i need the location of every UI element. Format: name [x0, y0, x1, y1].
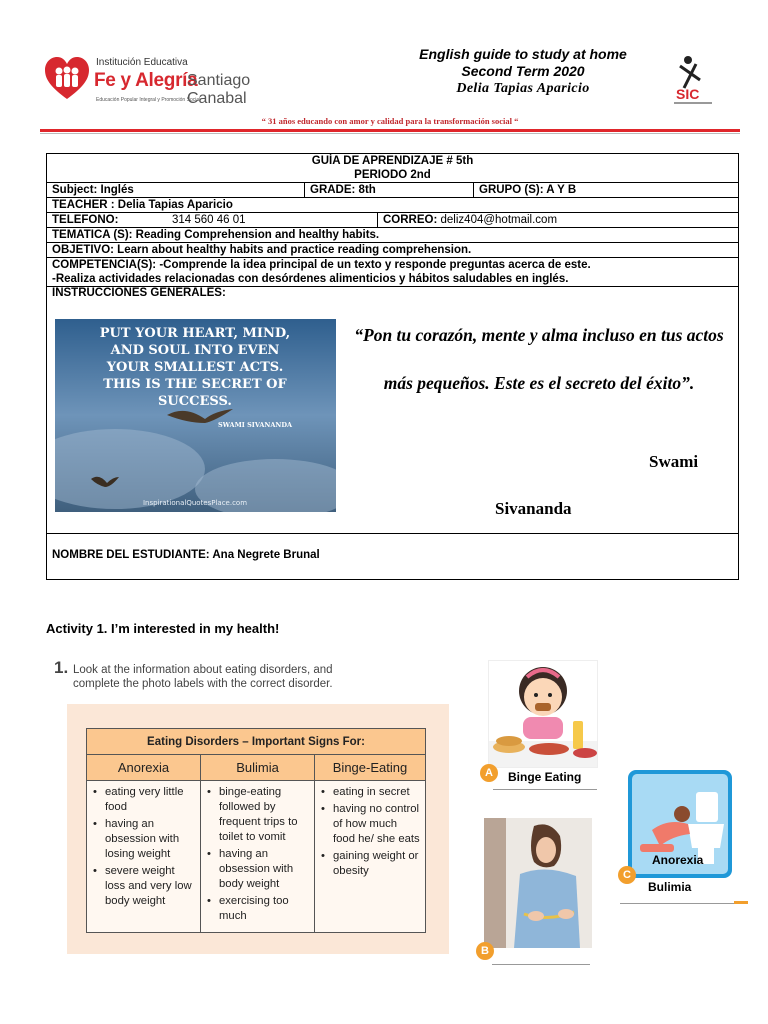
- svg-text:SWAMI SIVANANDA: SWAMI SIVANANDA: [217, 421, 293, 429]
- title-line-3: Delia Tapias Aparicio: [456, 81, 590, 96]
- eating-disorders-table: [86, 728, 426, 933]
- decorative-dash: [734, 901, 748, 904]
- group-cell: GRUPO (S): A Y B: [479, 184, 577, 196]
- title-line-1: English guide to study at home: [419, 46, 627, 62]
- column-bulimia: Bulimia: [201, 755, 315, 781]
- header-divider: [40, 129, 740, 132]
- photo-a-answer-line: [493, 789, 597, 790]
- svg-text:SIC: SIC: [676, 86, 700, 102]
- title-line-2: Second Term 2020: [461, 63, 585, 79]
- institution-logo: [44, 54, 304, 110]
- student-name-row: NOMBRE DEL ESTUDIANTE: Ana Negrete Brunal: [52, 549, 320, 561]
- photo-c-label-anorexia: Anorexia: [652, 853, 704, 867]
- subject-row: [47, 183, 738, 198]
- quote-image: [55, 319, 336, 512]
- header-divider-thin: [40, 133, 740, 134]
- objective-row: OBJETIVO: Learn about healthy habits and practice reading comprehension.: [47, 243, 738, 258]
- woman-measuring-waist-icon: [484, 818, 592, 948]
- guide-period: PERIODO 2nd: [47, 168, 738, 183]
- instructions-label: INSTRUCCIONES GENERALES:: [52, 287, 226, 299]
- quote-author-first: Swami: [649, 452, 699, 471]
- anorexia-signs: [87, 781, 201, 933]
- guide-table: [46, 153, 739, 580]
- badge-a: A: [480, 764, 498, 782]
- topic-row: TEMATICA (S): Reading Comprehension and healthy habits.: [47, 228, 738, 243]
- subject-cell: Subject: Inglés: [47, 183, 305, 197]
- column-binge-eating: Binge-Eating: [315, 755, 426, 781]
- list-item: • exercising too much: [207, 894, 310, 924]
- bulimia-signs: [201, 781, 315, 933]
- phone-label: TELEFONO:: [52, 214, 119, 226]
- guide-title: GUÍA DE APRENDIZAJE # 5th: [311, 155, 474, 167]
- email-cell: [378, 213, 738, 227]
- step-instructions: Look at the information about eating disorders, and complete the photo labels with the correct disorder.: [73, 664, 333, 690]
- badge-c: C: [618, 866, 636, 884]
- institution-tagline: Educación Popular Integral y Promoción Social: [96, 97, 201, 103]
- photo-b-measuring-waist: [484, 818, 592, 948]
- photo-b-answer-line: [492, 964, 590, 965]
- competence-line-2: -Realiza actividades relacionadas con desórdenes alimenticios y hábitos saludables en inglés.: [52, 273, 569, 285]
- badge-b: B: [476, 942, 494, 960]
- activity-title: Activity 1. I’m interested in my health!: [46, 621, 280, 636]
- list-item: • having an obsession with losing weight: [93, 817, 196, 862]
- photo-a-binge-eating: [488, 660, 598, 768]
- instructions-area: [47, 287, 738, 534]
- list-item: • having no control of how much food he/ she eats: [321, 802, 421, 847]
- grade-cell: GRADE: 8th: [305, 183, 474, 197]
- phone-cell: [47, 213, 378, 227]
- email-value: deliz404@hotmail.com: [440, 214, 558, 226]
- step-number: 1.: [54, 658, 69, 677]
- list-item: • eating very little food: [93, 785, 196, 815]
- institution-place: Santiago Canabal: [187, 72, 251, 107]
- list-item: • gaining weight or obesity: [321, 849, 421, 879]
- competence-row: [47, 258, 738, 287]
- svg-text:InspirationalQuotesPlace.com: InspirationalQuotesPlace.com: [142, 499, 248, 507]
- institution-label: Institución Educativa: [96, 57, 188, 68]
- institution-name: Fe y Alegría: [94, 70, 198, 91]
- list-item: • having an obsession with body weight: [207, 847, 310, 892]
- email-label: CORREO:: [383, 214, 438, 226]
- page-title: [380, 46, 666, 97]
- motto-text: “ 31 años educando con amor y calidad para la transformación social “: [261, 116, 519, 126]
- girl-eating-illustration-icon: [489, 661, 597, 767]
- svg-text:SUCCESS.: SUCCESS.: [158, 394, 232, 409]
- table-title: Eating Disorders – Important Signs For:: [87, 729, 426, 755]
- svg-text:PUT YOUR HEART, MIND,: PUT YOUR HEART, MIND,: [99, 326, 291, 341]
- quote-author-last: Sivananda: [495, 499, 572, 518]
- photo-c-answer-line: [620, 903, 736, 904]
- sic-logo-icon: [666, 52, 720, 108]
- eating-disorders-box: [67, 704, 449, 954]
- list-item: • eating in secret: [321, 785, 421, 800]
- quote-spanish: “Pon tu corazón, mente y alma incluso en tus actos más pequeños. Este es el secreto del éxito”.: [354, 325, 724, 393]
- list-item: • severe weight loss and very low body weight: [93, 864, 196, 909]
- svg-text:THIS IS THE SECRET OF: THIS IS THE SECRET OF: [103, 377, 287, 392]
- heart-logo-icon: [44, 56, 90, 102]
- svg-text:YOUR SMALLEST ACTS.: YOUR SMALLEST ACTS.: [106, 360, 284, 375]
- list-item: • binge-eating followed by frequent trips to toilet to vomit: [207, 785, 310, 845]
- svg-text:AND SOUL INTO EVEN: AND SOUL INTO EVEN: [110, 343, 280, 358]
- column-anorexia: Anorexia: [87, 755, 201, 781]
- contact-row: [47, 213, 738, 228]
- binge-eating-signs: [315, 781, 426, 933]
- photo-c-label-bulimia: Bulimia: [648, 880, 692, 894]
- teacher-row: TEACHER : Delia Tapias Aparicio: [47, 198, 738, 213]
- competence-line-1: COMPETENCIA(S): -Comprende la idea principal de un texto y responde preguntas acerca de este.: [52, 259, 591, 271]
- photo-a-label: Binge Eating: [508, 770, 582, 784]
- phone-value: 314 560 46 01: [172, 214, 246, 226]
